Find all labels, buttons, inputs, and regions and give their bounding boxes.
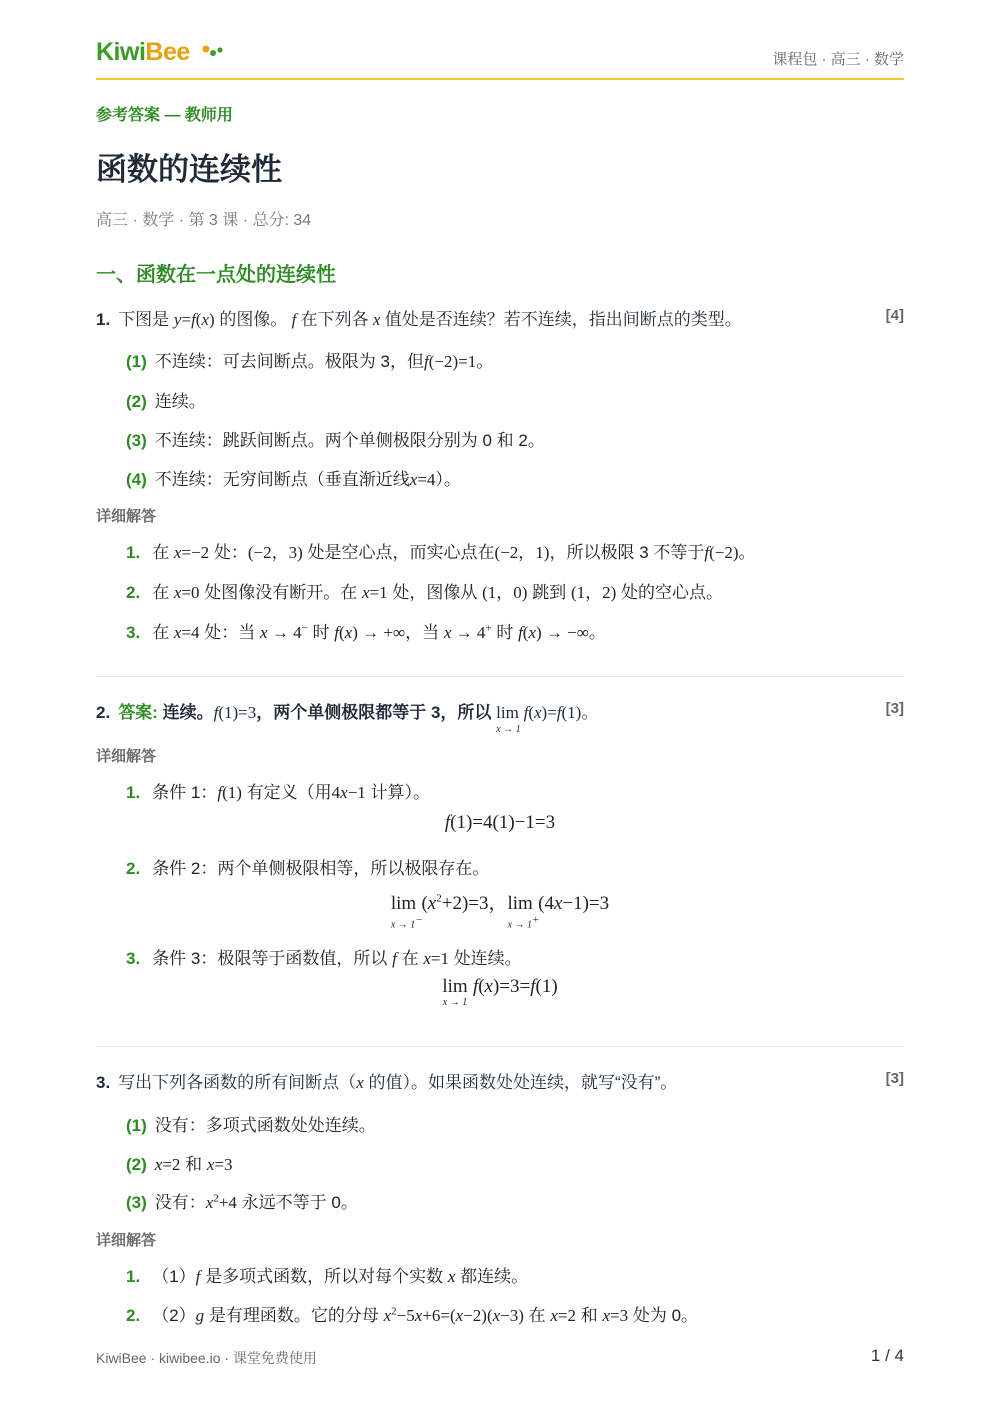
logo-dots-icon xyxy=(202,44,224,58)
solution-step: 1. 条件 1：f(1) 有定义（用4x−1 计算）。 xyxy=(126,783,431,802)
lesson-meta: 高三 · 数学 · 第 3 课 · 总分: 34 xyxy=(96,212,312,229)
section-heading: 一、函数在一点处的连续性 xyxy=(96,264,336,286)
question-1: 1. 下图是 y=f(x) 的图像。 f 在下列各 x 值处是否连续？若不连续，指出间断点的类型。 [4] xyxy=(96,307,904,329)
marks-badge: [3] xyxy=(885,700,904,717)
answer-part: (2) x=2 和 x=3 xyxy=(126,1155,233,1174)
answer-part: (3) 不连续：跳跃间断点。两个单侧极限分别为 0 和 2。 xyxy=(126,431,545,450)
solution-step: 2. （2）g 是有理函数。它的分母 $x^2-5x+6=(x-2)(x-3)$ 在 x=2 和 x=3 处为 0。 xyxy=(126,1305,699,1325)
answer-part: (1) 不连续：可去间断点。极限为 3，但f(−2)=1。 xyxy=(126,352,494,371)
answer-part: (1) 没有：多项式函数处处连续。 xyxy=(126,1116,376,1135)
answer-part: (3) 没有：$x^2+4$ 永远不等于 0。 xyxy=(126,1192,358,1212)
divider xyxy=(96,1046,904,1047)
solution-step: 3. 条件 3：极限等于函数值，所以 f 在 x=1 处连续。 xyxy=(126,949,522,968)
detail-label: 详细解答 xyxy=(96,508,157,525)
answer-part: (4) 不连续：无穷间断点（垂直渐近线x=4）。 xyxy=(126,470,461,489)
divider xyxy=(96,676,904,677)
display-equation: f(1)=4(1)−1=3 xyxy=(444,812,556,833)
detail-label: 详细解答 xyxy=(96,1232,157,1249)
page-title: 函数的连续性 xyxy=(96,152,282,187)
marks-badge: [3] xyxy=(885,1070,904,1087)
kiwibee-logo: KiwiBee xyxy=(96,38,190,66)
question-3: 3. 写出下列各函数的所有间断点（x 的值）。如果函数处处连续，就写“没有”。 [3] xyxy=(96,1070,904,1092)
display-equation: lim x → 1 f(x)=3=f(1) xyxy=(442,976,558,1008)
page-number: 1 / 4 xyxy=(870,1346,904,1365)
marks-badge: [4] xyxy=(885,307,904,324)
solution-step: 2. 条件 2：两个单侧极限相等，所以极限存在。 xyxy=(126,859,490,878)
question-2: 2. 答案: 连续。f(1)=3，两个单侧极限都等于 3，所以 lim x → 1 f(x)=f(1)。 [3] xyxy=(96,700,904,735)
math: y xyxy=(173,310,182,329)
solution-step: 1. （1）f 是多项式函数，所以对每个实数 x 都连续。 xyxy=(126,1267,529,1286)
answer-key-tag: 参考答案 — 教师用 xyxy=(96,107,233,124)
question-number: 3. xyxy=(96,1073,111,1092)
detail-label: 详细解答 xyxy=(96,748,157,765)
footer-text: KiwiBee · kiwibee.io · 课堂免费使用 xyxy=(96,1350,317,1366)
page-footer xyxy=(96,1348,904,1368)
breadcrumb: 课程包 · 高三 · 数学 xyxy=(772,51,904,68)
answer-part: (2) 连续。 xyxy=(126,392,206,411)
limit-expression: lim x → 1 xyxy=(496,703,521,735)
solution-step: 2. 在 x=0 处图像没有断开。在 x=1 处，图像从 (1，0) 跳到 (1，2) 处的空心点。 xyxy=(126,583,723,602)
solution-step: 1. 在 x=−2 处：(−2，3) 处是空心点，而实心点在(−2，1)，所以极限 3 不等于f(−2)。 xyxy=(126,543,756,562)
display-equation: lim x → 1− $(x^2+2)=3$，lim x → 1+ (4x−1)=3 xyxy=(390,892,610,931)
page-header xyxy=(96,38,904,80)
question-number: 1. xyxy=(96,310,111,329)
solution-step: 3. 在 x=4 处：当 x → 4− 时 f(x) → +∞，当 x → 4+ 时 f(x) → −∞。 xyxy=(126,622,606,642)
question-number: 2. xyxy=(96,703,111,722)
